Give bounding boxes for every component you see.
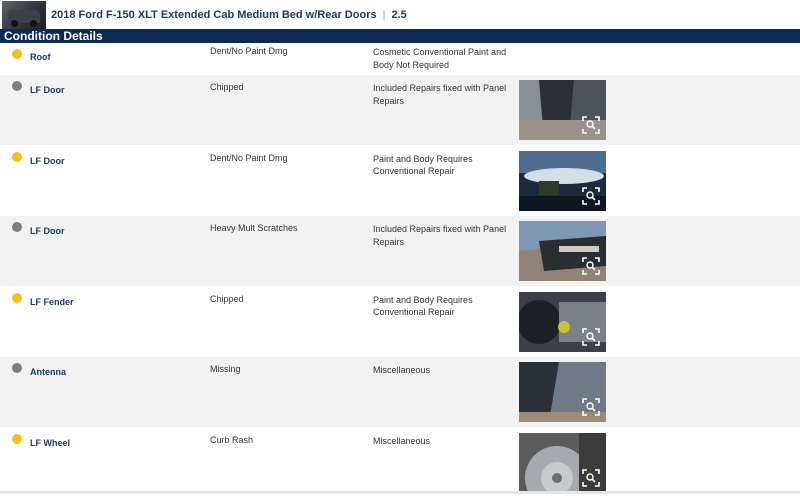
vehicle-header xyxy=(0,0,800,29)
condition-row xyxy=(0,146,800,217)
zoom-icon[interactable] xyxy=(582,469,600,487)
severity-dot-icon xyxy=(12,81,22,91)
damage-description: Chipped xyxy=(210,82,244,92)
severity-dot-icon xyxy=(12,49,22,59)
severity-dot-icon xyxy=(12,222,22,232)
part-name: LF Door xyxy=(30,156,65,166)
damage-photo[interactable] xyxy=(519,80,606,140)
zoom-icon[interactable] xyxy=(582,398,600,416)
repair-description: Included Repairs fixed with Panel Repairs xyxy=(373,223,513,248)
part-name: Antenna xyxy=(30,367,66,377)
section-title: Condition Details xyxy=(0,29,800,43)
vehicle-title: 2018 Ford F-150 XLT Extended Cab Medium Bed w/Rear Doors xyxy=(51,9,377,21)
zoom-icon[interactable] xyxy=(582,328,600,346)
condition-row xyxy=(0,357,800,428)
truck-wheel xyxy=(30,20,37,27)
repair-description: Cosmetic Conventional Paint and Body Not Required xyxy=(373,46,513,71)
repair-description: Miscellaneous xyxy=(373,364,513,377)
damage-description: Missing xyxy=(210,364,241,374)
part-name: LF Door xyxy=(30,85,65,95)
damage-photo[interactable] xyxy=(519,151,606,211)
condition-row xyxy=(0,287,800,358)
damage-description: Heavy Mult Scratches xyxy=(210,223,298,233)
header-separator: | xyxy=(383,9,386,21)
zoom-icon[interactable] xyxy=(582,187,600,205)
severity-dot-icon xyxy=(12,363,22,373)
vehicle-thumbnail[interactable] xyxy=(2,1,46,29)
condition-row xyxy=(0,428,800,498)
severity-dot-icon xyxy=(12,293,22,303)
repair-description: Included Repairs fixed with Panel Repairs xyxy=(373,82,513,107)
part-name: LF Door xyxy=(30,226,65,236)
damage-description: Curb Rash xyxy=(210,435,253,445)
damage-description: Dent/No Paint Dmg xyxy=(210,153,288,163)
repair-description: Miscellaneous xyxy=(373,435,513,448)
condition-row xyxy=(0,43,800,75)
condition-grade: 2.5 xyxy=(391,9,406,21)
severity-dot-icon xyxy=(12,434,22,444)
condition-row xyxy=(0,75,800,146)
zoom-icon[interactable] xyxy=(582,116,600,134)
part-name: LF Fender xyxy=(30,297,74,307)
truck-wheel xyxy=(11,20,18,27)
repair-description: Paint and Body Requires Conventional Repair xyxy=(373,294,513,319)
part-name: LF Wheel xyxy=(30,438,70,448)
repair-description: Paint and Body Requires Conventional Repair xyxy=(373,153,513,178)
damage-photo[interactable] xyxy=(519,221,606,281)
damage-description: Chipped xyxy=(210,294,244,304)
damage-photo[interactable] xyxy=(519,362,606,422)
condition-list xyxy=(0,43,800,498)
part-name: Roof xyxy=(30,52,51,62)
severity-dot-icon xyxy=(12,152,22,162)
condition-row xyxy=(0,216,800,287)
damage-photo[interactable] xyxy=(519,292,606,352)
damage-description: Dent/No Paint Dmg xyxy=(210,46,288,56)
zoom-icon[interactable] xyxy=(582,257,600,275)
damage-photo[interactable] xyxy=(519,433,606,493)
